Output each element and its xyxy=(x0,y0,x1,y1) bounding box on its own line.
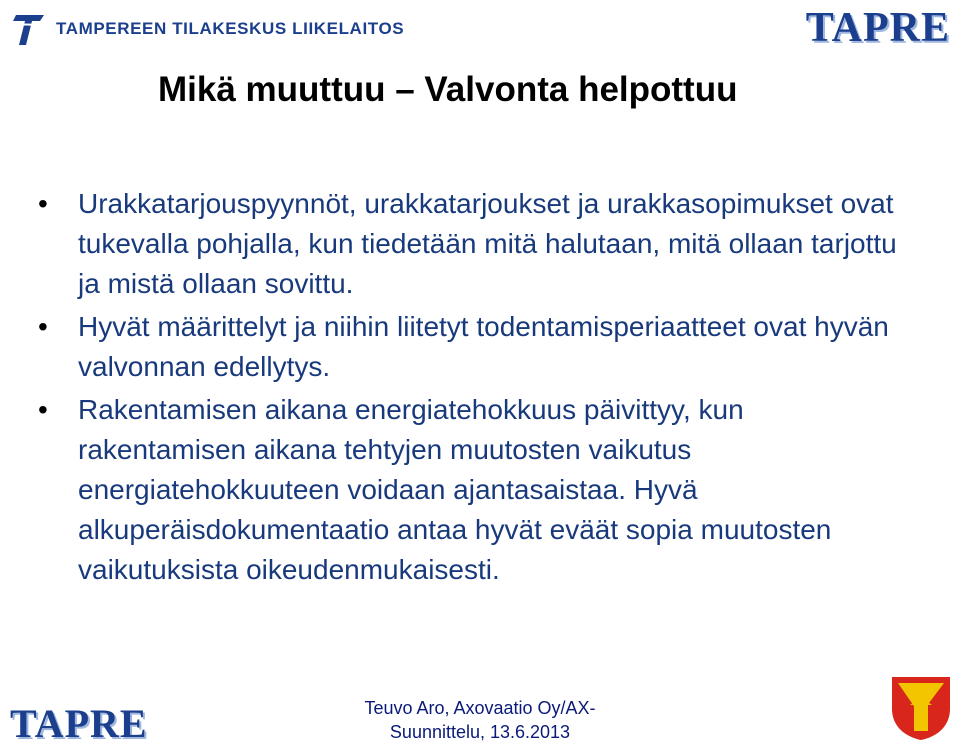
bullet-item: • Rakentamisen aikana energiatehokkuus päivittyy, kun rakentamisen aikana tehtyjen muutosten vaikutus energiatehokkuuteen voidaan ajantasaistaa. Hyvä alkuperäisdokumentaatio antaa hyvät eväät sopia muutosten vaikutuksista oikeudenmukaisesti. xyxy=(38,390,918,590)
tampere-coat-of-arms-icon xyxy=(890,675,952,741)
tilakeskus-logo-icon xyxy=(10,9,50,49)
bullet-list xyxy=(38,184,918,593)
bullet-item: • Hyvät määrittelyt ja niihin liitetyt todentamisperiaatteet ovat hyvän valvonnan edellytys. xyxy=(38,307,918,387)
org-logo xyxy=(10,8,404,50)
slide-title: Mikä muuttuu – Valvonta helpottuu xyxy=(158,70,738,109)
brand-logo-top: TAPRE xyxy=(805,5,950,51)
footer-author: Teuvo Aro, Axovaatio Oy/AX- xyxy=(364,698,596,718)
brand-logo-bottom: TAPRE xyxy=(10,701,148,746)
footer xyxy=(0,696,960,744)
footer-date: Suunnittelu, 13.6.2013 xyxy=(389,722,571,742)
bullet-item: • Urakkatarjouspyynnöt, urakkatarjoukset ja urakkasopimukset ovat tukevalla pohjalla, kun tiedetään mitä halutaan, mitä ollaan tarjottu ja mistä ollaan sovittu. xyxy=(38,184,918,304)
org-name: TAMPEREEN TILAKESKUS LIIKELAITOS xyxy=(56,19,405,38)
